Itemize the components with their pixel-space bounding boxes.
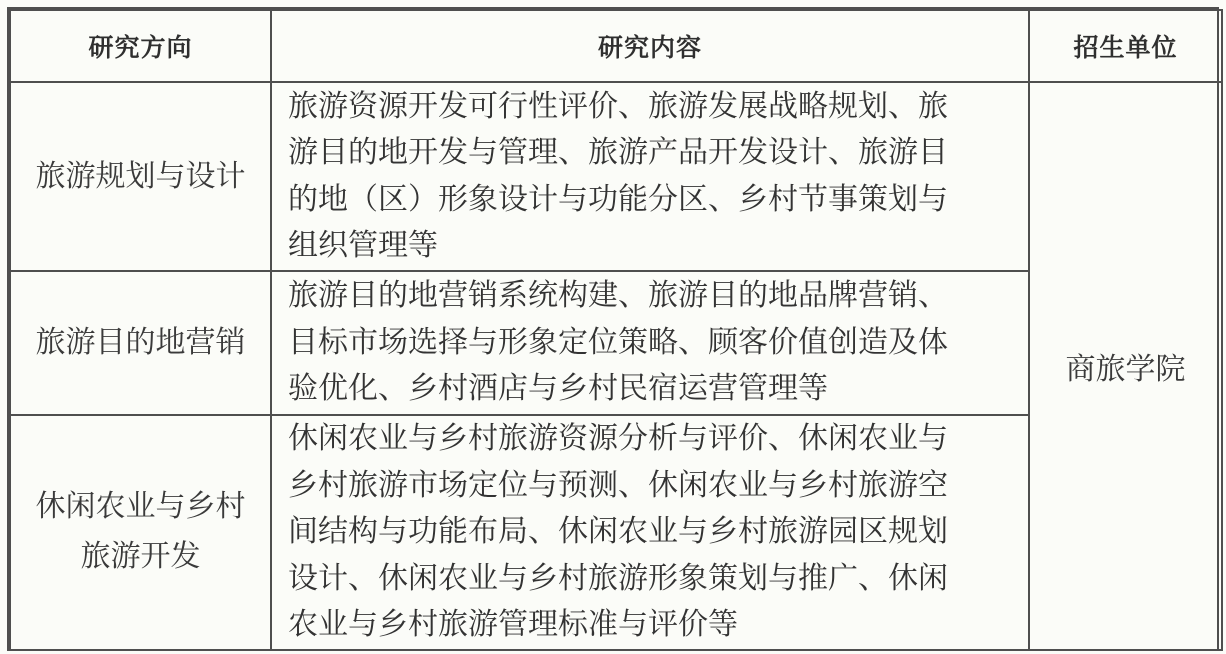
content-line: 旅游资源开发可行性评价、旅游发展战略规划、旅 <box>288 88 948 124</box>
header-direction: 研究方向 <box>10 10 271 82</box>
research-directions-table <box>9 9 1223 651</box>
unit-text: 商旅学院 <box>1065 351 1186 387</box>
content-cell <box>271 82 1029 271</box>
content-line: 验优化、乡村酒店与乡村民宿运营管理等 <box>288 371 828 407</box>
content-line: 组织管理等 <box>288 228 438 263</box>
research-table-container <box>7 7 1219 651</box>
direction-text: 旅游开发 <box>80 539 201 575</box>
content-line: 目标市场选择与形象定位策略、顾客价值创造及体 <box>288 324 948 360</box>
content-line: 的地（区）形象设计与功能分区、乡村节事策划与 <box>288 181 948 217</box>
content-cell <box>271 415 1029 650</box>
content-line: 休闲农业与乡村旅游资源分析与评价、休闲农业与 <box>288 421 948 456</box>
direction-cell <box>10 415 271 650</box>
content-cell <box>271 271 1029 415</box>
content-line: 农业与乡村旅游管理标准与评价等 <box>288 607 738 642</box>
table-header-row <box>10 10 1222 82</box>
direction-text: 旅游规划与设计 <box>35 158 246 194</box>
table-row <box>10 82 1222 271</box>
header-unit: 招生单位 <box>1029 10 1222 82</box>
direction-text: 旅游目的地营销 <box>35 325 246 360</box>
content-line: 设计、休闲农业与乡村旅游形象策划与推广、休闲 <box>288 560 948 596</box>
content-line: 间结构与功能布局、休闲农业与乡村旅游园区规划 <box>288 514 948 549</box>
content-line: 旅游目的地营销系统构建、旅游目的地品牌营销、 <box>288 278 948 314</box>
header-content: 研究内容 <box>271 10 1029 82</box>
direction-cell <box>10 271 271 415</box>
direction-text: 休闲农业与乡村 <box>35 489 246 525</box>
direction-cell <box>10 82 271 271</box>
content-line: 乡村旅游市场定位与预测、休闲农业与乡村旅游空 <box>288 467 948 503</box>
content-line: 游目的地开发与管理、旅游产品开发设计、旅游目 <box>288 135 948 170</box>
unit-cell <box>1029 82 1222 650</box>
